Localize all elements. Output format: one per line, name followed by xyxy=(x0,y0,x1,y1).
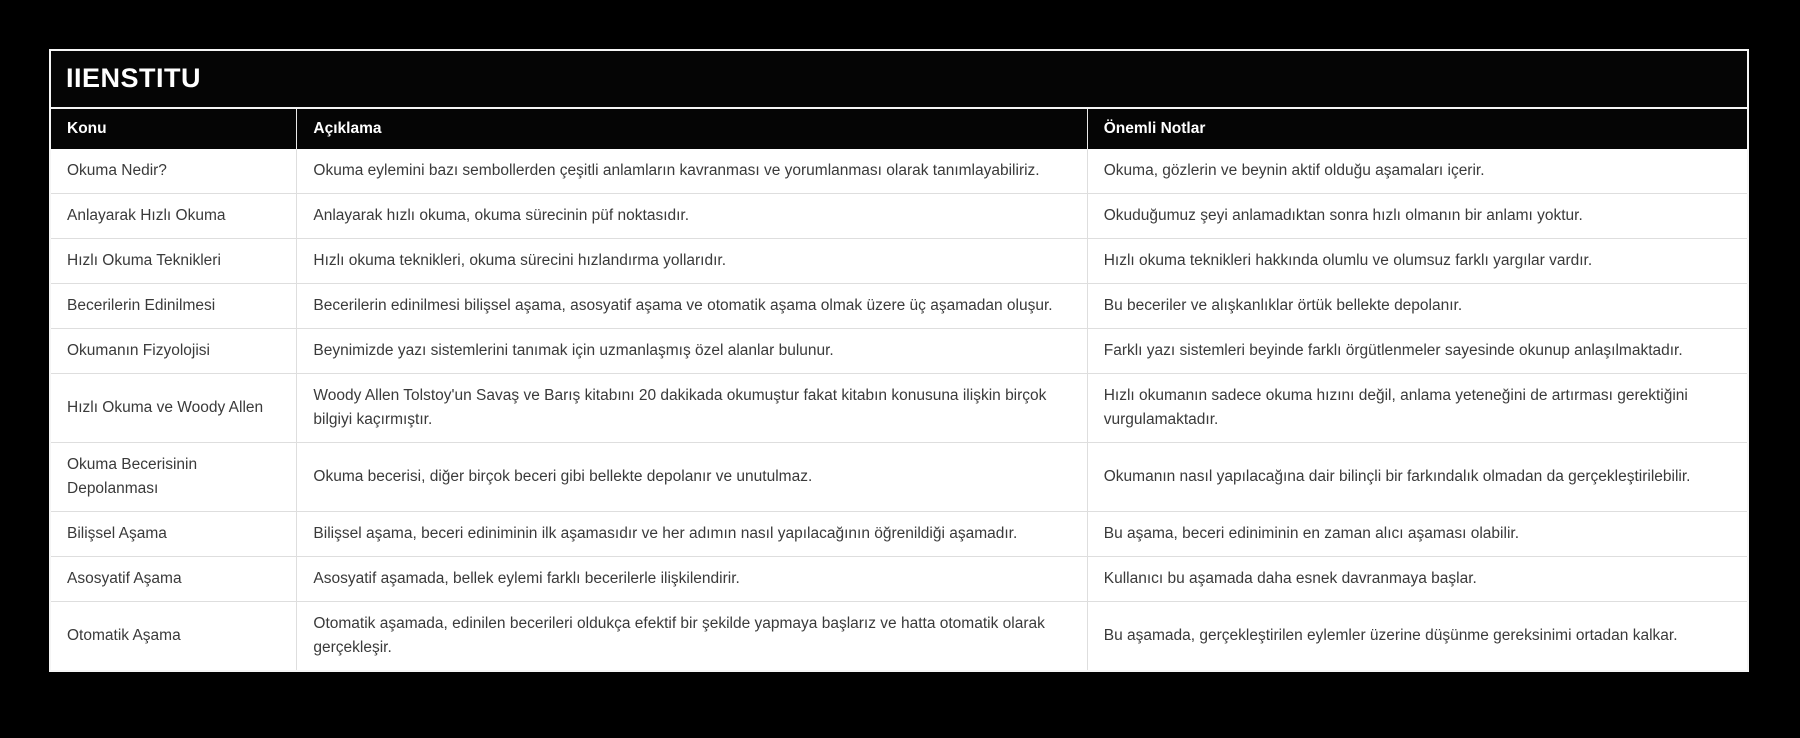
table-header xyxy=(51,109,1747,149)
cell-notlar: Okuduğumuz şeyi anlamadıktan sonra hızlı olmanın bir anlamı yoktur. xyxy=(1087,194,1747,239)
cell-konu: Okuma Nedir? xyxy=(51,149,297,194)
cell-notlar: Bu aşamada, gerçekleştirilen eylemler üzerine düşünme gereksinimi ortadan kalkar. xyxy=(1087,602,1747,671)
table-body xyxy=(51,149,1747,670)
cell-konu: Hızlı Okuma ve Woody Allen xyxy=(51,374,297,443)
content-table-card xyxy=(49,49,1749,672)
cell-konu: Bilişsel Aşama xyxy=(51,512,297,557)
cell-notlar: Farklı yazı sistemleri beyinde farklı örgütlenmeler sayesinde okunup anlaşılmaktadır. xyxy=(1087,329,1747,374)
cell-aciklama: Bilişsel aşama, beceri ediniminin ilk aşamasıdır ve her adımın nasıl yapılacağının öğrenildiği aşamadır. xyxy=(297,512,1087,557)
brand-logo: IIENSTITU xyxy=(51,51,1747,109)
content-table xyxy=(51,109,1747,670)
table-row xyxy=(51,194,1747,239)
cell-konu: Becerilerin Edinilmesi xyxy=(51,284,297,329)
cell-konu: Otomatik Aşama xyxy=(51,602,297,671)
cell-aciklama: Okuma eylemini bazı sembollerden çeşitli anlamların kavranması ve yorumlanması olarak tanımlayabiliriz. xyxy=(297,149,1087,194)
cell-aciklama: Anlayarak hızlı okuma, okuma sürecinin püf noktasıdır. xyxy=(297,194,1087,239)
cell-notlar: Bu aşama, beceri ediniminin en zaman alıcı aşaması olabilir. xyxy=(1087,512,1747,557)
cell-aciklama: Becerilerin edinilmesi bilişsel aşama, asosyatif aşama ve otomatik aşama olmak üzere üç aşamadan oluşur. xyxy=(297,284,1087,329)
cell-notlar: Okumanın nasıl yapılacağına dair bilinçli bir farkındalık olmadan da gerçekleştirilebilir. xyxy=(1087,443,1747,512)
cell-konu: Okuma Becerisinin Depolanması xyxy=(51,443,297,512)
table-row xyxy=(51,374,1747,443)
cell-konu: Hızlı Okuma Teknikleri xyxy=(51,239,297,284)
table-row xyxy=(51,557,1747,602)
cell-konu: Okumanın Fizyolojisi xyxy=(51,329,297,374)
cell-notlar: Hızlı okuma teknikleri hakkında olumlu ve olumsuz farklı yargılar vardır. xyxy=(1087,239,1747,284)
header-row xyxy=(51,109,1747,149)
cell-notlar: Okuma, gözlerin ve beynin aktif olduğu aşamaları içerir. xyxy=(1087,149,1747,194)
table-row xyxy=(51,149,1747,194)
table-row xyxy=(51,443,1747,512)
column-header-onemli-notlar: Önemli Notlar xyxy=(1087,109,1747,149)
cell-notlar: Kullanıcı bu aşamada daha esnek davranmaya başlar. xyxy=(1087,557,1747,602)
table-row xyxy=(51,512,1747,557)
column-header-aciklama: Açıklama xyxy=(297,109,1087,149)
cell-notlar: Hızlı okumanın sadece okuma hızını değil, anlama yeteneğini de artırması gerektiğini vurgulamaktadır. xyxy=(1087,374,1747,443)
table-row xyxy=(51,284,1747,329)
cell-aciklama: Beynimizde yazı sistemlerini tanımak için uzmanlaşmış özel alanlar bulunur. xyxy=(297,329,1087,374)
table-row xyxy=(51,239,1747,284)
cell-aciklama: Asosyatif aşamada, bellek eylemi farklı becerilerle ilişkilendirir. xyxy=(297,557,1087,602)
cell-notlar: Bu beceriler ve alışkanlıklar örtük bellekte depolanır. xyxy=(1087,284,1747,329)
cell-konu: Anlayarak Hızlı Okuma xyxy=(51,194,297,239)
column-header-konu: Konu xyxy=(51,109,297,149)
table-row xyxy=(51,602,1747,671)
cell-aciklama: Okuma becerisi, diğer birçok beceri gibi bellekte depolanır ve unutulmaz. xyxy=(297,443,1087,512)
cell-aciklama: Otomatik aşamada, edinilen becerileri oldukça efektif bir şekilde yapmaya başlarız ve hatta otomatik olarak gerçekleşir. xyxy=(297,602,1087,671)
table-row xyxy=(51,329,1747,374)
cell-aciklama: Hızlı okuma teknikleri, okuma sürecini hızlandırma yollarıdır. xyxy=(297,239,1087,284)
cell-konu: Asosyatif Aşama xyxy=(51,557,297,602)
cell-aciklama: Woody Allen Tolstoy'un Savaş ve Barış kitabını 20 dakikada okumuştur fakat kitabın konusuna ilişkin birçok bilgiyi kaçırmıştır. xyxy=(297,374,1087,443)
